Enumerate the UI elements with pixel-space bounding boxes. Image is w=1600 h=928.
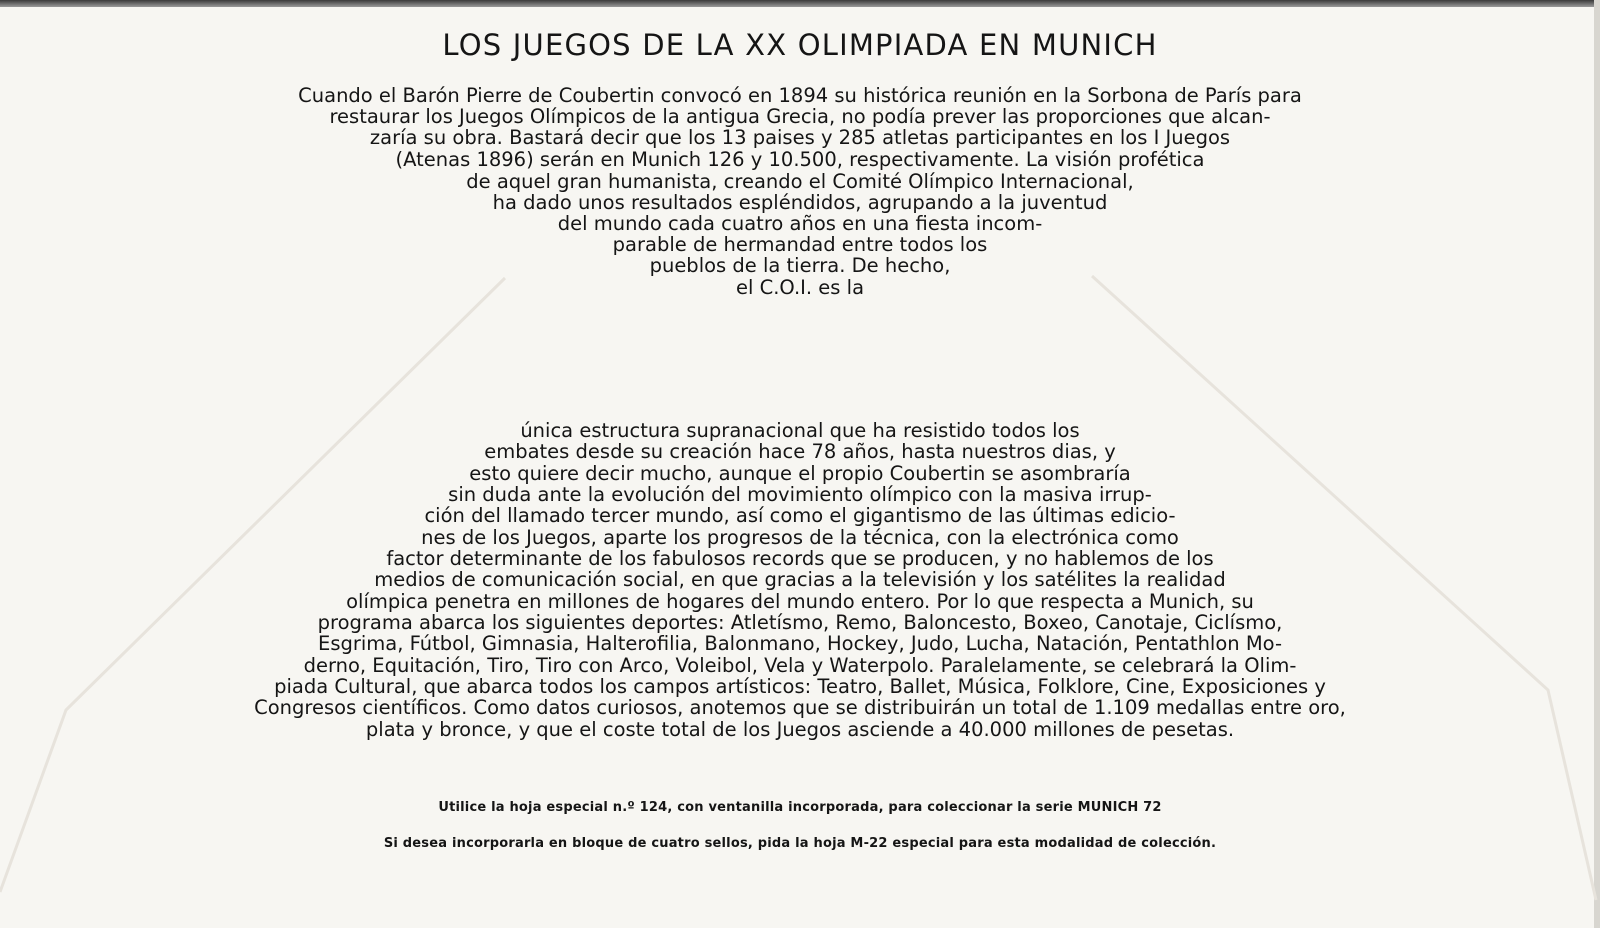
- body-text-line: esto quiere decir mucho, aunque el propio Coubertin se asombraría: [469, 462, 1131, 485]
- body-text-line: Cuando el Barón Pierre de Coubertin convocó en 1894 su histórica reunión en la Sorbona de París para: [298, 84, 1302, 107]
- body-text-line: nes de los Juegos, aparte los progresos de la técnica, con la electrónica como: [421, 526, 1179, 549]
- body-text-line: restaurar los Juegos Olímpicos de la antigua Grecia, no podía prever las proporciones que alcan-: [329, 105, 1271, 128]
- body-text-line: única estructura supranacional que ha resistido todos los: [520, 419, 1080, 442]
- body-text-line: medios de comunicación social, en que gracias a la televisión y los satélites la realidad: [374, 568, 1226, 591]
- body-text-line: ción del llamado tercer mundo, así como el gigantismo de las últimas edicio-: [424, 504, 1176, 527]
- body-text-line: sin duda ante la evolución del movimiento olímpico con la masiva irrup-: [448, 483, 1152, 506]
- body-text-line: derno, Equitación, Tiro, Tiro con Arco, Voleibol, Vela y Waterpolo. Paralelamente, se celebrará la Olim-: [303, 654, 1297, 677]
- footer-note-sheet-m22: Si desea incorporarla en bloque de cuatro sellos, pida la hoja M-22 especial para esta modalidad de colección.: [383, 836, 1217, 851]
- page-title: LOS JUEGOS DE LA XX OLIMPIADA EN MUNICH: [442, 28, 1158, 62]
- body-text-line: zaría su obra. Bastará decir que los 13 paises y 285 atletas participantes en los I Juegos: [369, 126, 1231, 149]
- body-text-line: ha dado unos resultados espléndidos, agrupando a la juventud: [492, 191, 1108, 214]
- body-text-line: embates desde su creación hace 78 años, hasta nuestros dias, y: [484, 440, 1116, 463]
- body-text-line: el C.O.I. es la: [735, 276, 865, 299]
- body-text-line: del mundo cada cuatro años en una fiesta incom-: [557, 212, 1043, 235]
- body-text-line: Esgrima, Fútbol, Gimnasia, Halterofilia, Balonmano, Hockey, Judo, Lucha, Natación, Pentathlon Mo-: [318, 632, 1282, 655]
- body-text-line: olímpica penetra en millones de hogares del mundo entero. Por lo que respecta a Munich, su: [346, 590, 1254, 613]
- body-text-line: de aquel gran humanista, creando el Comité Olímpico Internacional,: [466, 170, 1134, 193]
- body-text-line: pueblos de la tierra. De hecho,: [649, 254, 951, 277]
- body-text-line: piada Cultural, que abarca todos los campos artísticos: Teatro, Ballet, Música, Folklore, Cine, Exposiciones y: [274, 675, 1326, 698]
- body-text-line: factor determinante de los fabulosos records que se producen, y no hablemos de los: [386, 547, 1214, 570]
- footer-note-sheet-124: Utilice la hoja especial n.º 124, con ventanilla incorporada, para coleccionar la serie MUNICH 72: [438, 800, 1162, 815]
- body-text-line: (Atenas 1896) serán en Munich 126 y 10.500, respectivamente. La visión profética: [395, 148, 1205, 171]
- body-text-line: Congresos científicos. Como datos curiosos, anotemos que se distribuirán un total de 1.109 medallas entre oro,: [254, 696, 1346, 719]
- body-text-line: programa abarca los siguientes deportes: Atletísmo, Remo, Baloncesto, Boxeo, Canotaje, Ciclísmo,: [317, 611, 1283, 634]
- body-text-line: parable de hermandad entre todos los: [612, 233, 988, 256]
- body-text-line: plata y bronce, y que el coste total de los Juegos asciende a 40.000 millones de pesetas.: [365, 718, 1235, 741]
